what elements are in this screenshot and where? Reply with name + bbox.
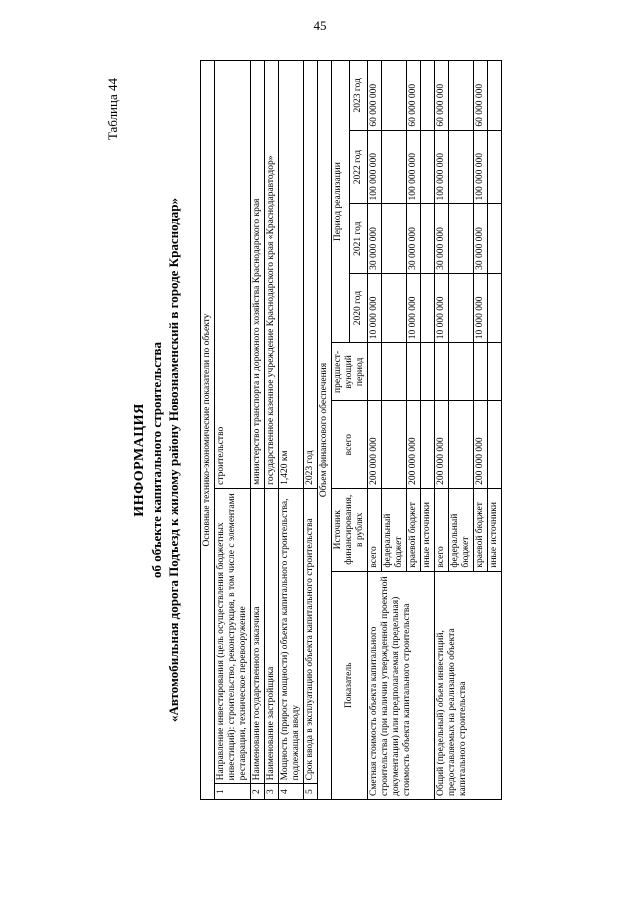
table-row [304, 61, 318, 800]
fin-year-2023 [382, 61, 407, 131]
fin-previous [474, 343, 488, 401]
fin-total [488, 401, 502, 488]
row-value: 1,420 км [279, 61, 304, 489]
fin-year-2022: 100 000 000 [435, 130, 449, 204]
heading-object-name: «Автомобильная дорога Подъезд к жилому району Новознаменский в городе Краснодар» [166, 197, 181, 723]
fin-total: 200 000 000 [474, 401, 488, 488]
row-label: Срок ввода в эксплуатацию объекта капитального строительства [304, 488, 318, 784]
header-indicator: Показатель [332, 571, 368, 799]
fin-source: всего [435, 488, 449, 571]
fin-source: краевой бюджет [407, 488, 421, 571]
fin-source: федеральный бюджет [382, 488, 407, 571]
fin-year-2023: 60 000 000 [474, 61, 488, 131]
table-row [215, 61, 251, 800]
fin-indicator: Сметная стоимость объекта капитального строительства (при наличии утвержденной проектной документации) или предполагаемая (предельная) стоимость объекта капитального строительства [368, 571, 435, 799]
document-heading [131, 60, 182, 860]
fin-indicator: Общий (предельный) объем инвестиций, предоставляемых на реализацию объекта капитального строительства [435, 571, 502, 799]
row-value: министерство транспорта и дорожного хозяйства Краснодарского края [251, 61, 265, 489]
fin-previous [449, 343, 474, 401]
fin-year-2023: 60 000 000 [407, 61, 421, 131]
fin-year-2020: 10 000 000 [435, 273, 449, 342]
table-row [265, 61, 279, 800]
header-source: Источник финансирования, в рублях [332, 488, 368, 571]
fin-row [435, 61, 449, 800]
row-number: 2 [251, 784, 265, 800]
section-header-row [201, 61, 215, 800]
fin-year-2021: 30 000 000 [407, 204, 421, 273]
fin-year-2022: 100 000 000 [368, 130, 382, 204]
table-row [251, 61, 265, 800]
fin-source: иные источники [421, 488, 435, 571]
header-year: 2022 год [350, 130, 368, 204]
fin-source: иные источники [488, 488, 502, 571]
section1-title: Основные технико-экономические показатели по объекту [201, 61, 215, 800]
table-number: Таблица 44 [105, 78, 120, 141]
fin-year-2022: 100 000 000 [407, 130, 421, 204]
row-label: Наименование застройщика [265, 488, 279, 784]
fin-total: 200 000 000 [407, 401, 421, 488]
fin-total: 200 000 000 [368, 401, 382, 488]
fin-year-2023: 60 000 000 [368, 61, 382, 131]
fin-year-2021 [449, 204, 474, 273]
fin-year-2021 [488, 204, 502, 273]
fin-year-2023 [421, 61, 435, 131]
fin-source: краевой бюджет [474, 488, 488, 571]
fin-year-2022: 100 000 000 [474, 130, 488, 204]
fin-year-2020: 10 000 000 [474, 273, 488, 342]
fin-year-2022 [449, 130, 474, 204]
row-label: Направление инвестирования (цель осуществления бюджетных инвестиций): строительство, реконструкция, в том числе с элементами реставрации, техническое перевооружение [215, 488, 251, 784]
header-year: 2021 год [350, 204, 368, 273]
fin-previous [407, 343, 421, 401]
fin-year-2023 [449, 61, 474, 131]
row-number: 5 [304, 784, 318, 800]
row-value: строительство [215, 61, 251, 489]
fin-previous [421, 343, 435, 401]
fin-total [421, 401, 435, 488]
fin-previous [368, 343, 382, 401]
fin-year-2023 [488, 61, 502, 131]
row-label: Наименование государственного заказчика [251, 488, 265, 784]
header-year: 2023 год [350, 61, 368, 131]
header-period: Период реализации [332, 61, 350, 343]
header-year: 2020 год [350, 273, 368, 342]
heading-title: ИНФОРМАЦИЯ [132, 403, 147, 517]
fin-previous [382, 343, 407, 401]
fin-source: федеральный бюджет [449, 488, 474, 571]
fin-total [449, 401, 474, 488]
header-total: всего [332, 401, 368, 488]
section2-title: Объем финансового обеспечения [318, 61, 332, 800]
fin-total: 200 000 000 [435, 401, 449, 488]
fin-year-2020 [382, 273, 407, 342]
page-number: 45 [313, 18, 327, 33]
row-value: государственное казенное учреждение Краснодарского края «Краснодаравтодор» [265, 61, 279, 489]
fin-previous [435, 343, 449, 401]
section-header-row [318, 61, 332, 800]
fin-source: всего [368, 488, 382, 571]
fin-header-row [332, 61, 350, 800]
fin-total [382, 401, 407, 488]
fin-year-2021 [421, 204, 435, 273]
row-number: 4 [279, 784, 304, 800]
fin-year-2020 [421, 273, 435, 342]
fin-year-2020: 10 000 000 [407, 273, 421, 342]
fin-year-2021: 30 000 000 [435, 204, 449, 273]
header-previous: предшест-вующий период [332, 343, 368, 401]
row-label: Мощность (прирост мощности) объекта капитального строительства, подлежащая вводу [279, 488, 304, 784]
heading-subtitle: об объекте капитального строительства [149, 342, 164, 578]
fin-row [368, 61, 382, 800]
fin-year-2020: 10 000 000 [368, 273, 382, 342]
fin-year-2023: 60 000 000 [435, 61, 449, 131]
fin-year-2020 [449, 273, 474, 342]
rotated-content [105, 60, 575, 860]
fin-year-2021: 30 000 000 [368, 204, 382, 273]
fin-previous [488, 343, 502, 401]
row-value: 2023 год [304, 61, 318, 489]
info-table [200, 60, 502, 800]
fin-year-2021 [382, 204, 407, 273]
table-row [279, 61, 304, 800]
row-number: 1 [215, 784, 251, 800]
fin-year-2020 [488, 273, 502, 342]
fin-year-2022 [382, 130, 407, 204]
fin-year-2022 [421, 130, 435, 204]
row-number: 3 [265, 784, 279, 800]
fin-year-2021: 30 000 000 [474, 204, 488, 273]
fin-year-2022 [488, 130, 502, 204]
